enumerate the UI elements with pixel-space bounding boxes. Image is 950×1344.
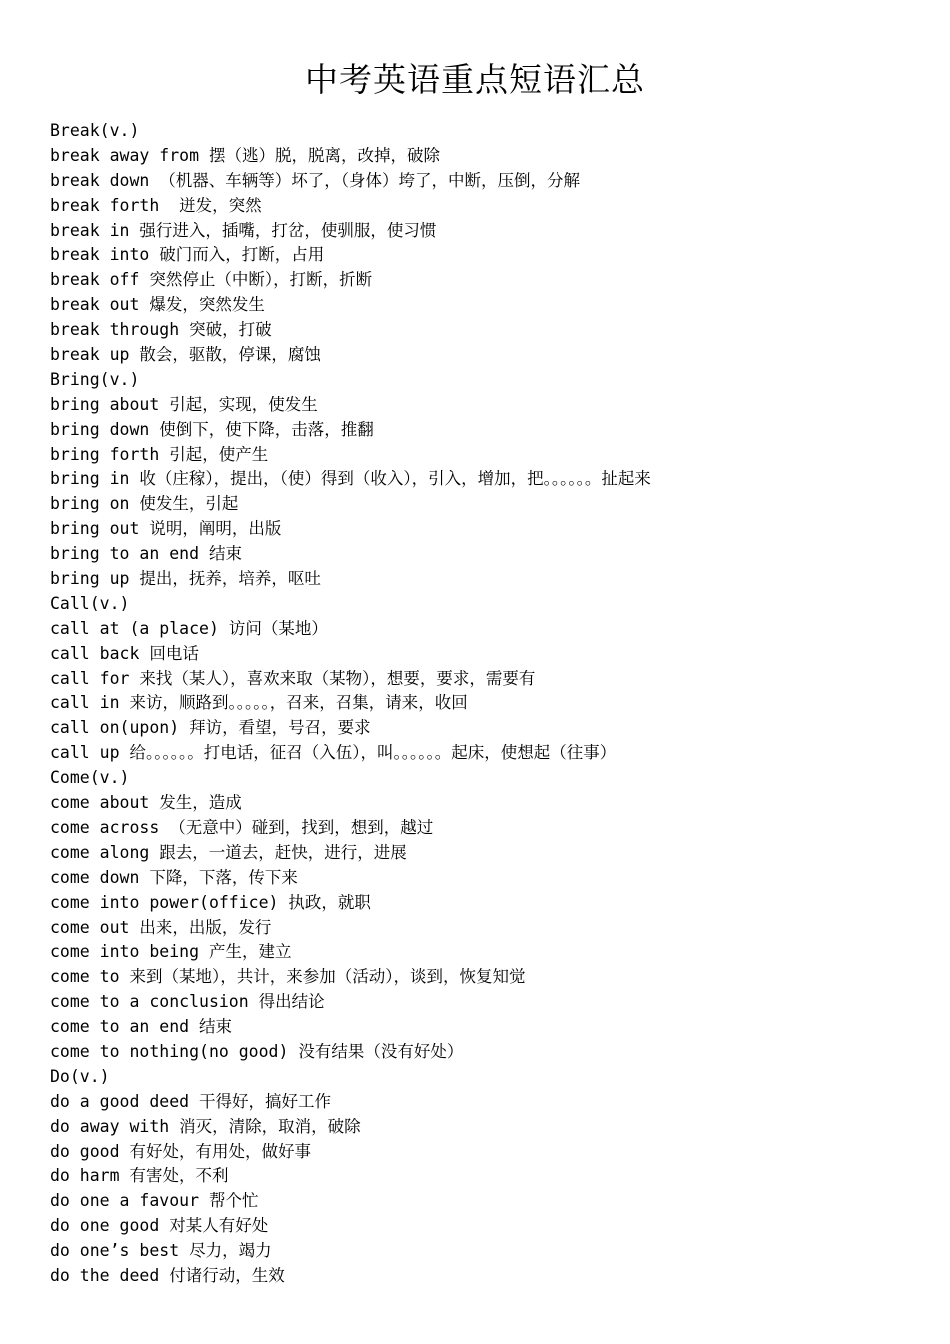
phrase-meaning: 使倒下，使下降，击落，推翻 [159, 419, 374, 439]
phrase-line [50, 916, 910, 941]
phrase-english: come to a conclusion [50, 992, 259, 1012]
phrase-meaning: 有好处，有用处，做好事 [129, 1141, 311, 1161]
phrase-line [50, 243, 910, 268]
phrase-english: do harm [50, 1166, 130, 1186]
phrase-meaning: （机器、车辆等）坏了，（身体）垮了，中断，压倒，分解 [159, 170, 581, 190]
phrase-meaning: 结束 [208, 544, 242, 564]
phrase-english: break out [50, 295, 150, 315]
phrase-english: come out [50, 917, 140, 937]
phrase-english: break off [50, 270, 150, 290]
phrase-line [50, 716, 910, 741]
phrase-english: come down [50, 867, 150, 887]
phrase-list [50, 119, 910, 1289]
phrase-meaning: 说明，阐明，出版 [149, 519, 282, 539]
phrase-meaning: 破门而入，打断，占用 [159, 245, 325, 265]
phrase-line [50, 816, 910, 841]
phrase-english: do one’s best [50, 1241, 190, 1261]
phrase-english: come across [50, 817, 170, 837]
section-heading-text: Break(v.) [50, 121, 140, 140]
phrase-english: bring on [50, 494, 140, 514]
phrase-meaning: 对某人有好处 [169, 1216, 269, 1236]
phrase-line [50, 1264, 910, 1289]
phrase-meaning: 给。。。。。。打电话，征召（入伍），叫。。。。。。起床，使想起（往事） [129, 743, 617, 763]
page-title: 中考英语重点短语汇总 [305, 60, 645, 99]
phrase-meaning: 提出，抚养，培养，呕吐 [139, 569, 321, 589]
phrase-meaning: 突破，打破 [189, 320, 272, 340]
phrase-english: break down [50, 170, 160, 190]
phrase-meaning: 发生，造成 [159, 793, 242, 813]
phrase-meaning: 帮个忙 [208, 1191, 259, 1211]
phrase-line [50, 791, 910, 816]
phrase-line [50, 940, 910, 965]
section-heading [50, 368, 910, 393]
section-heading [50, 1065, 910, 1090]
section-heading [50, 119, 910, 144]
phrase-meaning: 跟去，一道去，赶快，进行，进展 [159, 842, 407, 862]
phrase-meaning: 引起，实现，使发生 [169, 394, 318, 414]
phrase-line [50, 1140, 910, 1165]
phrase-line [50, 866, 910, 891]
phrase-english: call up [50, 743, 130, 763]
phrase-english: call back [50, 643, 150, 663]
phrase-meaning: 收（庄稼），提出，（使）得到（收入），引入，增加，把。。。。。。扯起来 [139, 469, 651, 489]
phrase-english: come to nothing(no good) [50, 1041, 299, 1061]
phrase-meaning: 拜访，看望，号召，要求 [189, 718, 371, 738]
phrase-meaning: 出来，出版，发行 [139, 917, 272, 937]
phrase-english: call on(upon) [50, 718, 190, 738]
phrase-english: do a good deed [50, 1091, 200, 1111]
phrase-meaning: （无意中）碰到，找到，想到，越过 [169, 817, 434, 837]
phrase-meaning: 摆（逃）脱，脱离，改掉，破除 [208, 145, 440, 165]
phrase-english: bring to an end [50, 544, 209, 564]
phrase-line [50, 467, 910, 492]
phrase-english: come along [50, 842, 160, 862]
phrase-meaning: 突然停止（中断），打断，折断 [149, 270, 373, 290]
phrase-english: do one a favour [50, 1191, 209, 1211]
phrase-meaning: 有害处，不利 [129, 1166, 229, 1186]
phrase-line [50, 617, 910, 642]
phrase-meaning: 尽力，竭力 [189, 1241, 272, 1261]
phrase-line [50, 517, 910, 542]
phrase-meaning: 强行进入，插嘴，打岔，使驯服，使习惯 [139, 220, 437, 240]
phrase-line [50, 1040, 910, 1065]
phrase-line [50, 691, 910, 716]
phrase-meaning: 消灭，清除，取消，破除 [179, 1116, 361, 1136]
phrase-line [50, 990, 910, 1015]
phrase-line [50, 169, 910, 194]
phrase-english: call in [50, 693, 130, 713]
phrase-english: come into power(office) [50, 892, 289, 912]
section-heading-text: Bring(v.) [50, 369, 140, 389]
section-heading-text: Do(v.) [50, 1066, 110, 1086]
phrase-meaning: 没有结果（没有好处） [298, 1041, 464, 1061]
phrase-meaning: 产生，建立 [208, 942, 292, 962]
phrase-line [50, 1189, 910, 1214]
phrase-meaning: 执政，就职 [288, 892, 371, 912]
phrase-line [50, 1164, 910, 1189]
section-heading-text: Call(v.) [50, 593, 130, 613]
section-heading [50, 766, 910, 791]
phrase-english: bring out [50, 519, 150, 539]
phrase-meaning: 访问（某地） [228, 618, 328, 638]
phrase-meaning: 使发生，引起 [139, 494, 239, 514]
phrase-english: break forth [50, 195, 180, 215]
section-heading-text: Come(v.) [50, 768, 130, 788]
phrase-line [50, 1090, 910, 1115]
phrase-line [50, 144, 910, 169]
phrase-english: bring forth [50, 444, 170, 464]
phrase-meaning: 散会，驱散，停课，腐蚀 [139, 345, 321, 365]
phrase-english: come about [50, 793, 160, 813]
phrase-line [50, 567, 910, 592]
phrase-line [50, 1214, 910, 1239]
phrase-english: come into being [50, 942, 209, 962]
phrase-meaning: 干得好，搞好工作 [199, 1091, 332, 1111]
phrase-english: call for [50, 668, 140, 688]
phrase-line [50, 642, 910, 667]
phrase-line [50, 841, 910, 866]
phrase-english: break through [50, 320, 190, 340]
phrase-line [50, 741, 910, 766]
phrase-english: break in [50, 220, 140, 240]
phrase-meaning: 得出结论 [258, 992, 325, 1012]
phrase-english: bring up [50, 569, 140, 589]
phrase-line [50, 542, 910, 567]
phrase-english: come to an end [50, 1017, 200, 1037]
phrase-line [50, 1115, 910, 1140]
phrase-line [50, 318, 910, 343]
phrase-line [50, 965, 910, 990]
section-heading [50, 592, 910, 617]
phrase-line [50, 268, 910, 293]
phrase-english: bring down [50, 419, 160, 439]
phrase-meaning: 爆发，突然发生 [149, 295, 265, 315]
phrase-meaning: 付诸行动，生效 [169, 1265, 285, 1285]
phrase-line [50, 393, 910, 418]
phrase-english: call at (a place) [50, 618, 229, 638]
phrase-line [50, 891, 910, 916]
phrase-line [50, 1239, 910, 1264]
phrase-english: bring about [50, 394, 170, 414]
phrase-line [50, 443, 910, 468]
phrase-english: come to [50, 967, 130, 987]
phrase-english: do good [50, 1141, 130, 1161]
phrase-meaning: 来到（某地），共计，来参加（活动），谈到，恢复知觉 [129, 967, 526, 987]
phrase-english: break away from [50, 145, 209, 165]
phrase-meaning: 引起，使产生 [169, 444, 269, 464]
phrase-english: break up [50, 345, 140, 365]
phrase-english: do away with [50, 1116, 180, 1136]
phrase-english: do one good [50, 1216, 170, 1236]
phrase-meaning: 下降，下落，传下来 [149, 867, 298, 887]
phrase-line [50, 1015, 910, 1040]
phrase-line [50, 219, 910, 244]
phrase-line [50, 293, 910, 318]
phrase-meaning: 来访，顺路到。。。。。，召来，召集，请来，收回 [129, 693, 468, 713]
phrase-meaning: 来找（某人），喜欢来取（某物），想要，要求，需要有 [139, 668, 536, 688]
phrase-line [50, 343, 910, 368]
phrase-english: do the deed [50, 1265, 170, 1285]
phrase-line [50, 418, 910, 443]
phrase-line [50, 667, 910, 692]
phrase-english: bring in [50, 469, 140, 489]
phrase-english: break into [50, 245, 160, 265]
phrase-meaning: 迸发，突然 [179, 195, 262, 215]
phrase-line [50, 194, 910, 219]
phrase-meaning: 回电话 [149, 643, 199, 663]
phrase-meaning: 结束 [199, 1017, 233, 1037]
phrase-line [50, 492, 910, 517]
